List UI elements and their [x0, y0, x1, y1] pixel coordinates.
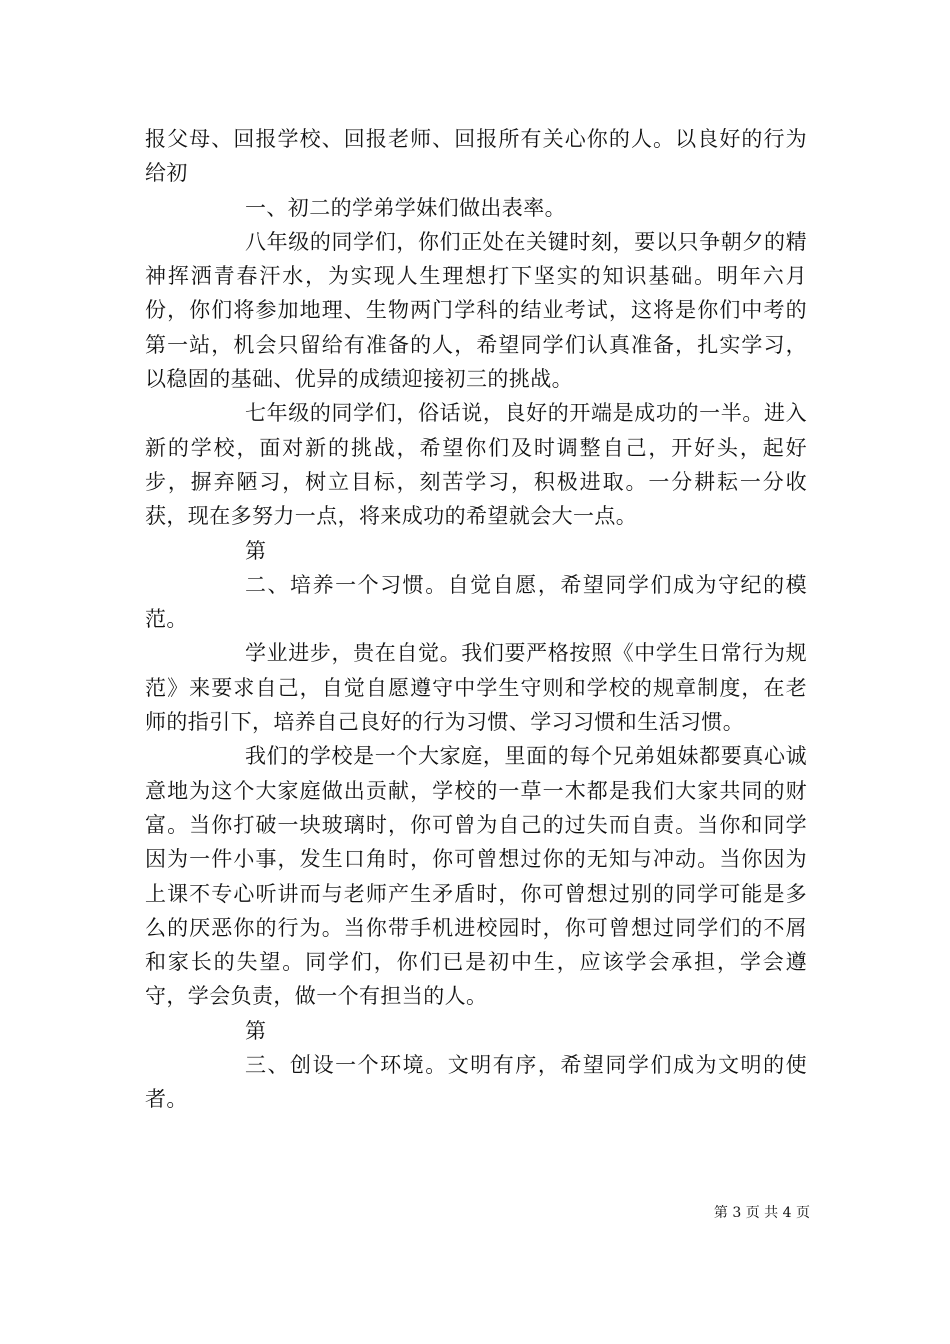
paragraph-5: 第	[245, 538, 267, 563]
page-number-footer: 第 3 页 共 4 页	[713, 1205, 810, 1221]
paragraph-9: 第	[245, 1018, 267, 1043]
paragraph-3: 八年级的同学们，你们正处在关键时刻，要以只争朝夕的精神挥洒青春汗水，为实现人生理想打下坚实的知识基础。明年六月份，你们将参加地理、生物两门学科的结业考试，这将是你们中考的第一站，机会只留给有准备的人，希望同学们认真准备，扎实学习，以稳固的基础、优异的成绩迎接初三的挑战。	[145, 229, 807, 392]
paragraph-7: 学业进步，贵在自觉。我们要严格按照《中学生日常行为规范》来要求自己，自觉自愿遵守中学生守则和学校的规章制度，在老师的指引下，培养自己良好的行为习惯、学习习惯和生活习惯。	[145, 641, 807, 735]
paragraph-1: 报父母、回报学校、回报老师、回报所有关心你的人。以良好的行为给初	[145, 127, 807, 186]
document-body	[145, 122, 807, 1117]
paragraph-2: 一、初二的学弟学妹们做出表率。	[245, 195, 566, 220]
paragraph-6: 二、培养一个习惯。自觉自愿，希望同学们成为守纪的模范。	[145, 572, 807, 632]
paragraph-8: 我们的学校是一个大家庭，里面的每个兄弟姐妹都要真心诚意地为这个大家庭做出贡献，学校的一草一木都是我们大家共同的财富。当你打破一块玻璃时，你可曾为自己的过失而自责。当你和同学因为一件小事，发生口角时，你可曾想过你的无知与冲动。当你因为上课不专心听讲而与老师产生矛盾时，你可曾想过别的同学可能是多么的厌恶你的行为。当你带手机进校园时，你可曾想过同学们的不屑和家长的失望。同学们，你们已是初中生，应该学会承担，学会遵守，学会负责，做一个有担当的人。	[145, 744, 807, 1009]
paragraph-10: 三、创设一个环境。文明有序，希望同学们成为文明的使者。	[145, 1053, 807, 1112]
paragraph-4: 七年级的同学们，俗话说，良好的开端是成功的一半。进入新的学校，面对新的挑战，希望你们及时调整自己，开好头，起好步，摒弃陋习，树立目标，刻苦学习，积极进取。一分耕耘一分收获，现在多努力一点，将来成功的希望就会大一点。	[145, 401, 807, 529]
